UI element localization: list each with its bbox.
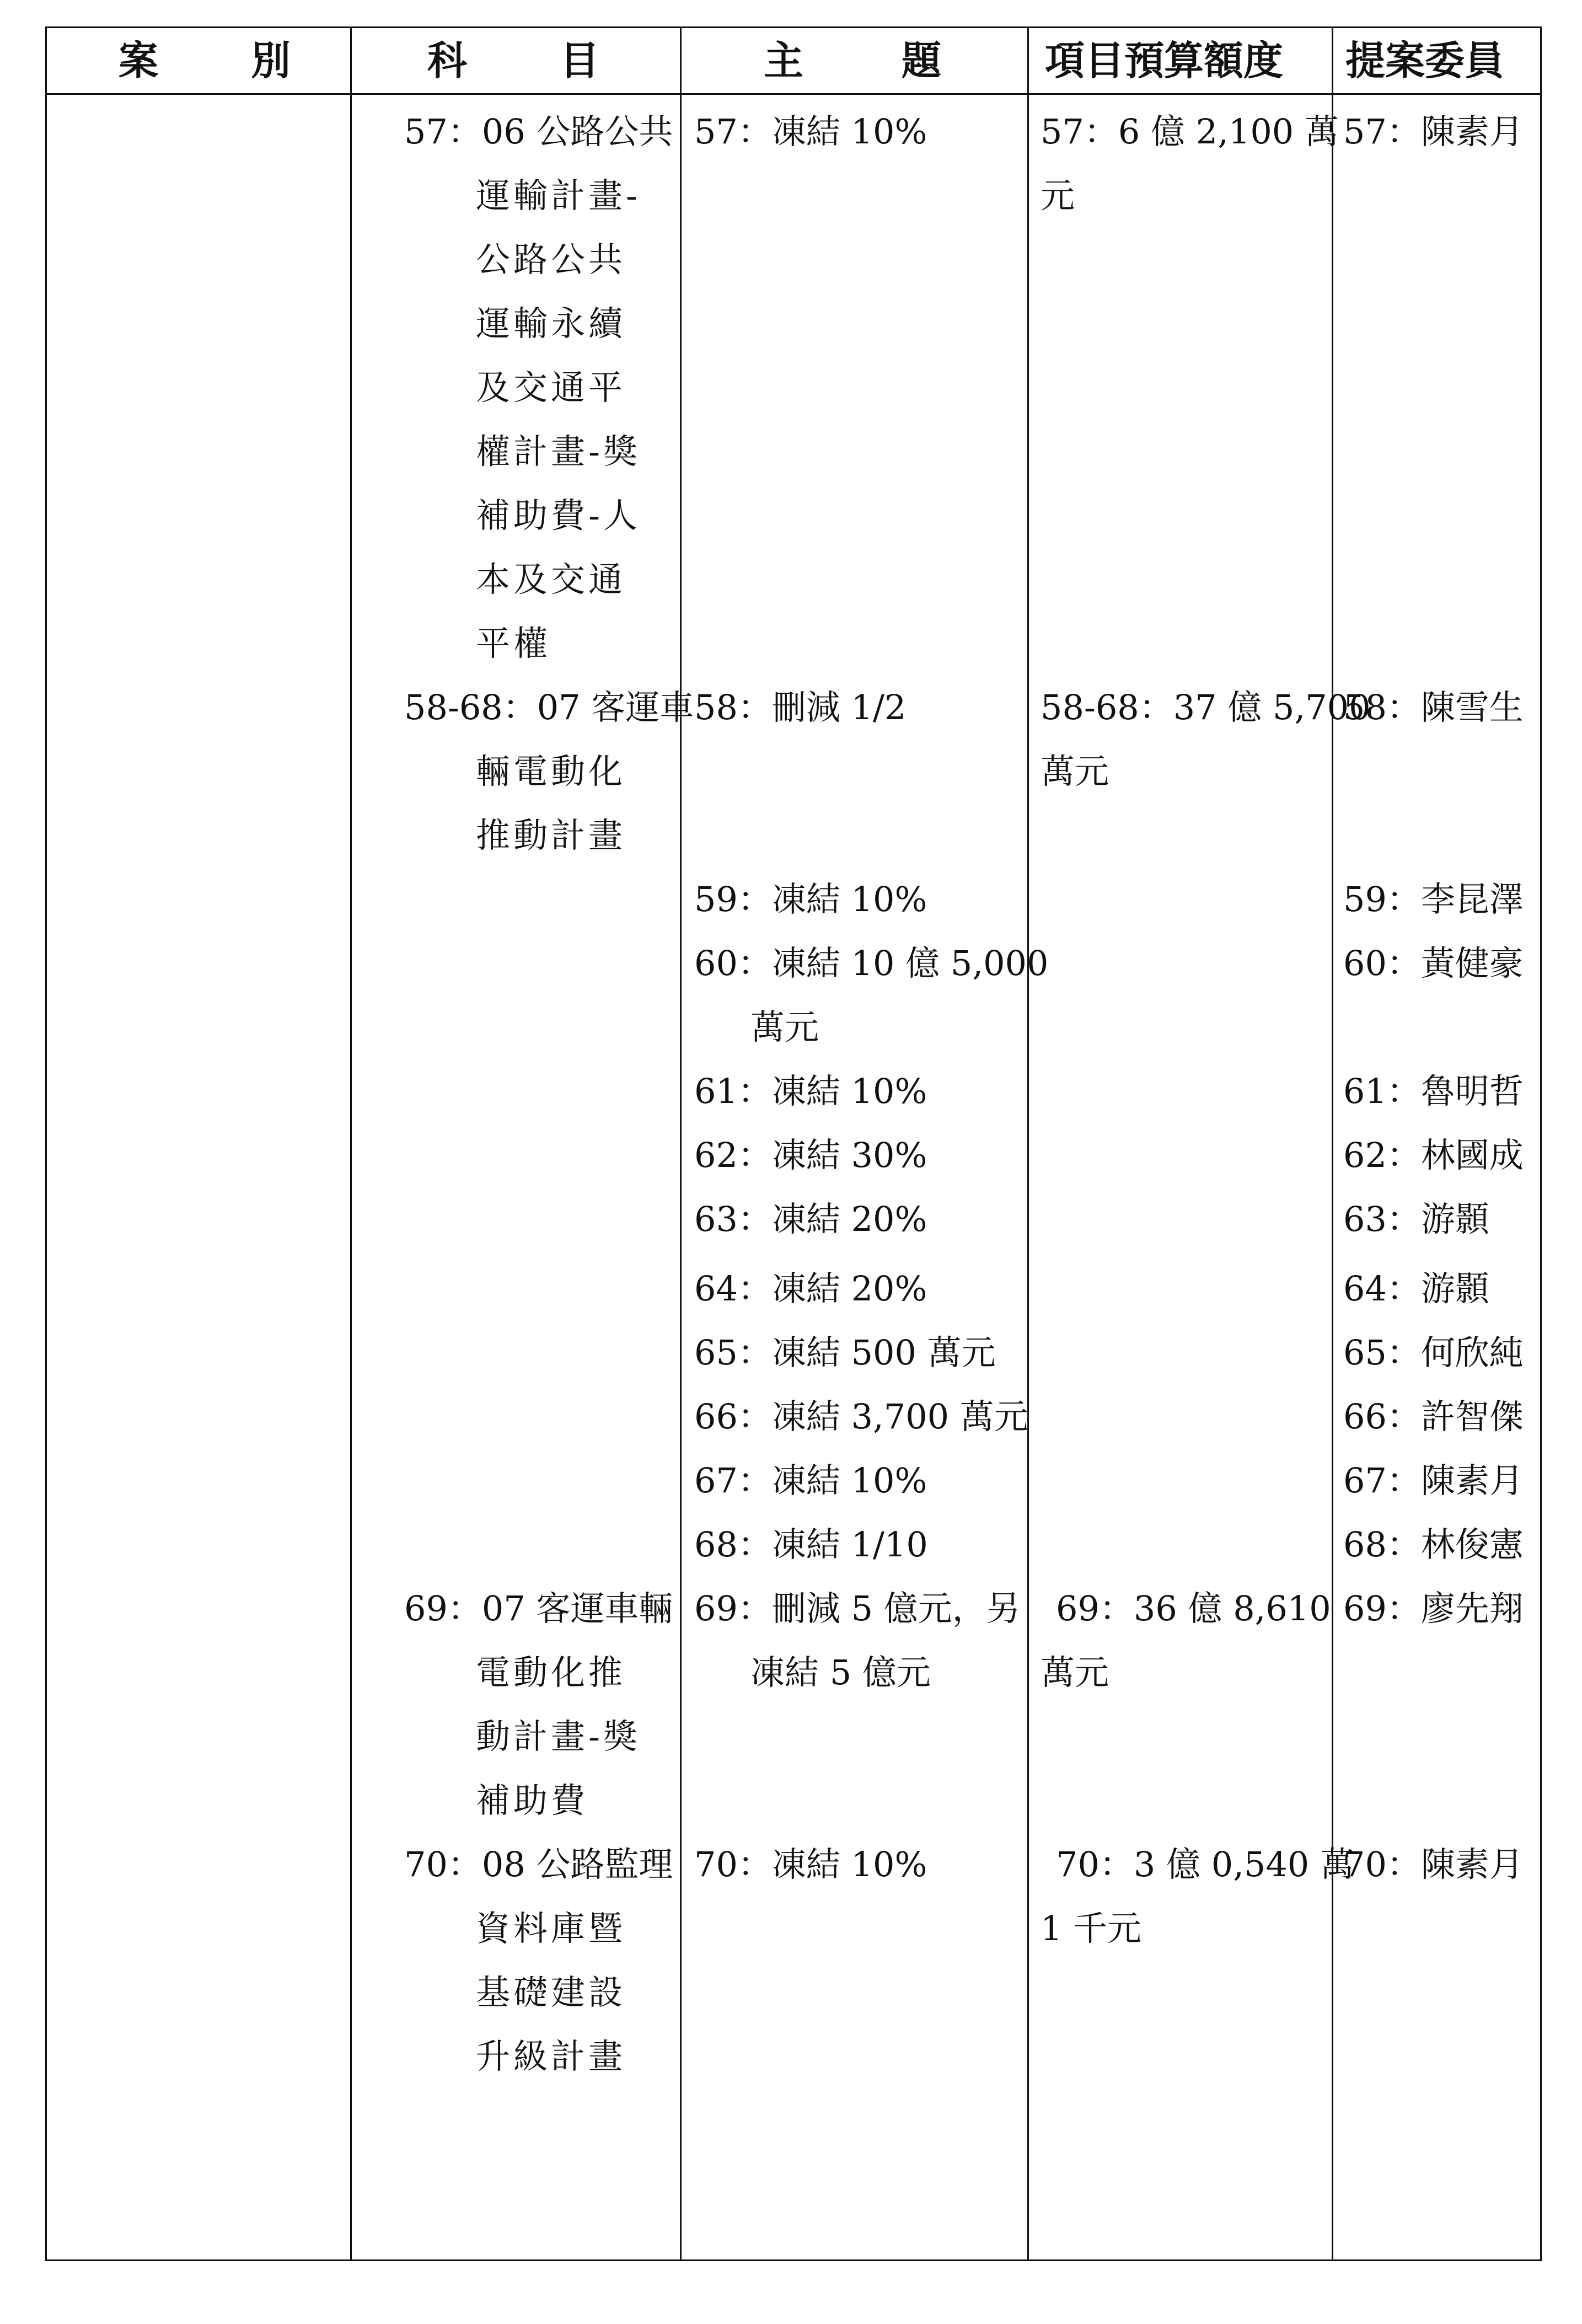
- budget-70-line2: 1 千元: [1041, 1908, 1142, 1948]
- subject-57-line2: 運輸計畫-: [476, 175, 641, 216]
- topic-64: 64：凍結 20%: [694, 1268, 927, 1309]
- subject-70-line1: 70：08 公路監理: [404, 1844, 673, 1884]
- subject-57-line4: 運輸永續: [476, 303, 626, 344]
- column-divider: [680, 28, 682, 2259]
- budget-58-line2: 萬元: [1041, 751, 1109, 791]
- subject-57-line7: 補助費-人: [476, 495, 641, 536]
- subject-57-line1: 57：06 公路公共: [404, 111, 673, 152]
- header-divider: [47, 93, 1540, 95]
- proposer-67: 67：陳素月: [1343, 1460, 1524, 1501]
- budget-70-line1: 70：3 億 0,540 萬: [1056, 1844, 1354, 1884]
- budget-69-line1: 69：36 億 8,610: [1056, 1588, 1331, 1629]
- column-divider: [350, 28, 352, 2259]
- header-topic-char1: 主: [764, 38, 804, 84]
- budget-69-line2: 萬元: [1041, 1652, 1109, 1693]
- proposer-59: 59：李昆澤: [1343, 879, 1524, 919]
- proposer-69: 69：廖先翔: [1343, 1588, 1524, 1629]
- budget-57-line1: 57：6 億 2,100 萬: [1041, 111, 1339, 152]
- topic-69-line2: 凍結 5 億元: [750, 1652, 931, 1693]
- subject-69-line4: 補助費: [476, 1780, 589, 1820]
- topic-59: 59：凍結 10%: [694, 879, 927, 919]
- topic-60-line2: 萬元: [750, 1007, 819, 1047]
- subject-70-line2: 資料庫暨: [476, 1908, 626, 1948]
- subject-69-line2: 電動化推: [476, 1652, 626, 1693]
- proposer-65: 65：何欣純: [1343, 1332, 1524, 1373]
- budget-table: [45, 26, 1542, 2261]
- header-budget: 項目預算額度: [1045, 38, 1284, 84]
- header-subject-char2: 目: [560, 38, 600, 84]
- topic-57: 57：凍結 10%: [694, 111, 927, 152]
- proposer-70: 70：陳素月: [1343, 1844, 1524, 1884]
- topic-69-line1: 69：刪減 5 億元，另: [694, 1588, 1021, 1629]
- proposer-66: 66：許智傑: [1343, 1396, 1524, 1437]
- topic-68: 68：凍結 1/10: [694, 1524, 928, 1565]
- topic-67: 67：凍結 10%: [694, 1460, 927, 1501]
- subject-57-line5: 及交通平: [476, 367, 626, 408]
- topic-66: 66：凍結 3,700 萬元: [694, 1396, 1028, 1437]
- subject-69-line1: 69：07 客運車輛: [404, 1588, 673, 1629]
- header-proposer: 提案委員: [1345, 38, 1505, 84]
- proposer-64: 64：游顥: [1343, 1268, 1489, 1309]
- topic-62: 62：凍結 30%: [694, 1135, 927, 1175]
- budget-57-line2: 元: [1041, 175, 1075, 216]
- header-case-char2: 別: [251, 38, 291, 84]
- subject-57-line6: 權計畫-獎: [476, 431, 641, 472]
- topic-70: 70：凍結 10%: [694, 1844, 927, 1884]
- topic-58: 58：刪減 1/2: [694, 687, 907, 727]
- topic-65: 65：凍結 500 萬元: [694, 1332, 996, 1373]
- proposer-61: 61：魯明哲: [1343, 1071, 1524, 1111]
- header-case-char1: 案: [119, 38, 159, 84]
- proposer-57: 57：陳素月: [1343, 111, 1524, 152]
- topic-61: 61：凍結 10%: [694, 1071, 927, 1111]
- subject-57-line9: 平權: [476, 623, 551, 663]
- header-subject-char1: 科: [427, 38, 468, 84]
- budget-58-line1: 58-68：37 億 5,700: [1041, 687, 1371, 727]
- subject-70-line3: 基礎建設: [476, 1972, 626, 2012]
- column-divider: [1332, 28, 1333, 2259]
- header-topic-char2: 題: [902, 38, 942, 84]
- proposer-58: 58：陳雪生: [1343, 687, 1524, 727]
- subject-58-line1: 58-68：07 客運車: [404, 687, 694, 727]
- subject-70-line4: 升級計畫: [476, 2036, 626, 2076]
- subject-57-line8: 本及交通: [476, 559, 626, 599]
- subject-58-line2: 輛電動化: [476, 751, 626, 791]
- topic-60-line1: 60：凍結 10 億 5,000: [694, 943, 1049, 983]
- proposer-60: 60：黃健豪: [1343, 943, 1524, 983]
- subject-58-line3: 推動計畫: [476, 815, 626, 855]
- topic-63: 63：凍結 20%: [694, 1199, 927, 1239]
- subject-69-line3: 動計畫-獎: [476, 1716, 641, 1757]
- proposer-62: 62：林國成: [1343, 1135, 1524, 1175]
- proposer-68: 68：林俊憲: [1343, 1524, 1524, 1565]
- column-divider: [1027, 28, 1029, 2259]
- proposer-63: 63：游顥: [1343, 1199, 1489, 1239]
- subject-57-line3: 公路公共: [476, 239, 626, 280]
